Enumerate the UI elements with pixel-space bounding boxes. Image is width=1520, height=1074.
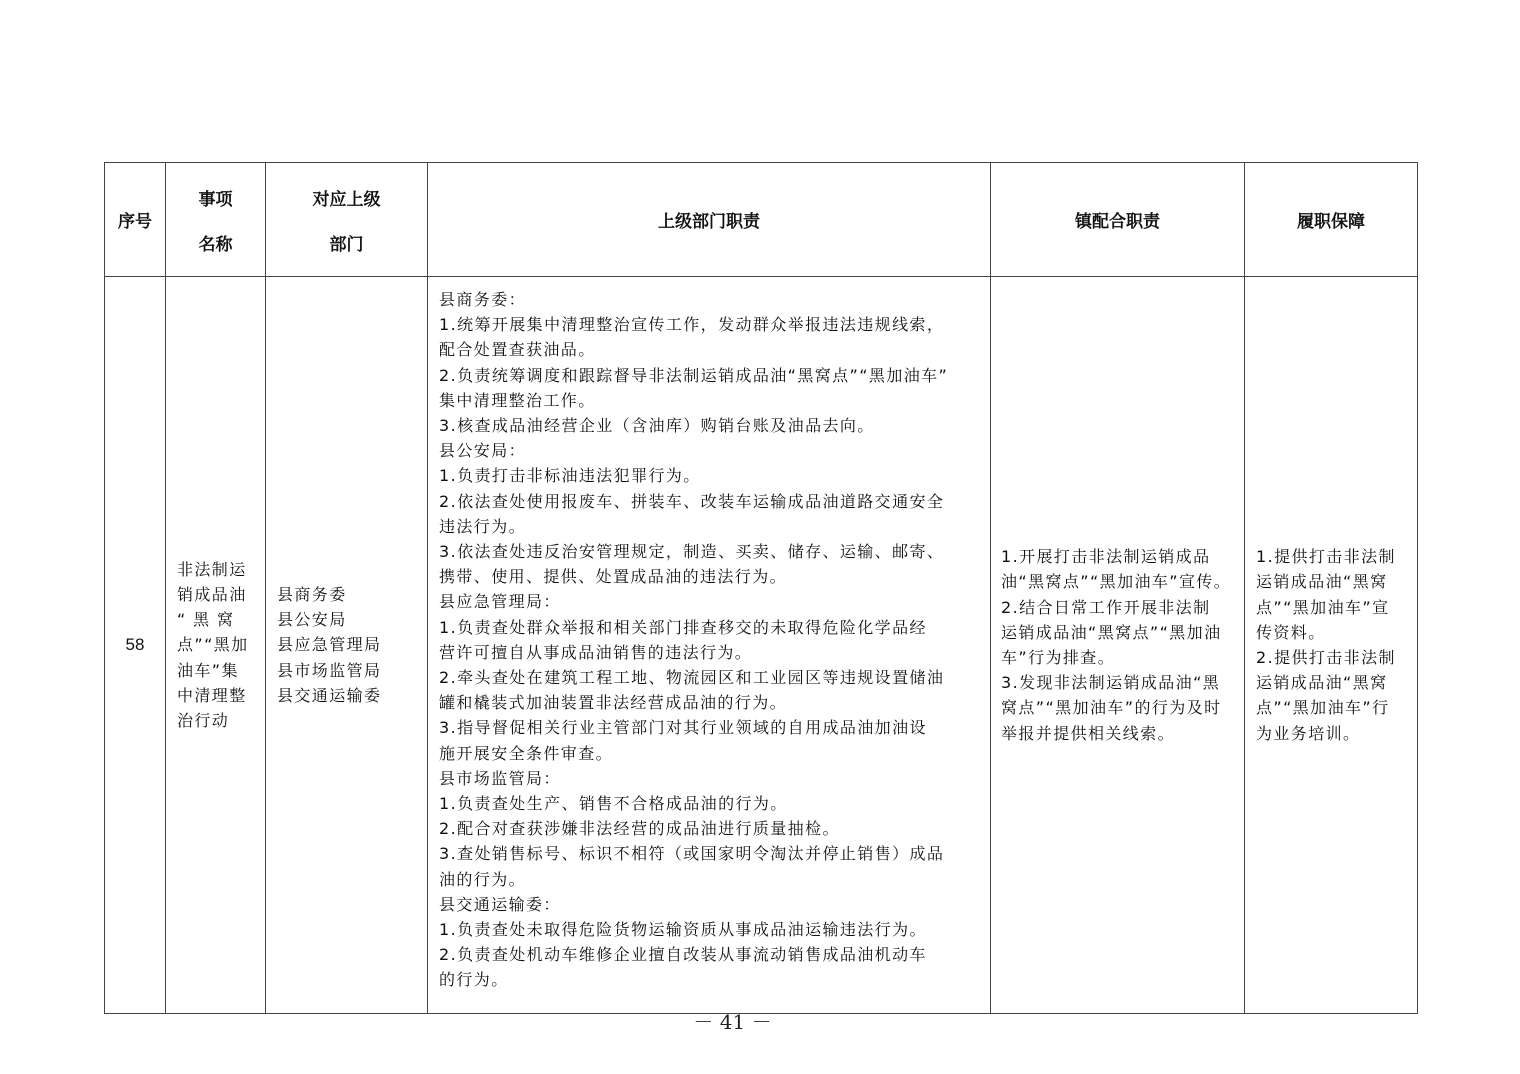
town-duty-line: 3.发现非法制运销成品油“黑 [1001, 673, 1221, 693]
item-name-lines [177, 557, 255, 733]
guarantee-line: 1.提供打击非法制 [1256, 547, 1396, 567]
table-row [105, 277, 1418, 1014]
header-row [105, 163, 1418, 277]
upper-duty-line: 县应急管理局： [439, 592, 561, 612]
town-duty-line: 窝点”“黑加油车”的行为及时 [1001, 698, 1222, 718]
row-town-duties [991, 277, 1245, 1014]
guarantee-line: 传资料。 [1256, 622, 1326, 642]
town-duty-line: 1.开展打击非法制运销成品 [1001, 547, 1211, 567]
row-upper-duties [428, 277, 991, 1014]
header-guarantee: 履职保障 [1245, 163, 1418, 277]
duty-table [104, 162, 1418, 1014]
upper-duty-line: 违法行为。 [439, 516, 527, 536]
guarantee-line: 运销成品油“黑窝 [1256, 673, 1388, 693]
upper-duty-line: 1.负责打击非标油违法犯罪行为。 [439, 466, 701, 486]
upper-duty-line: 罐和橇装式加油装置非法经营成品油的行为。 [439, 693, 788, 713]
upper-duty-line: 配合处置查获油品。 [439, 340, 596, 360]
upper-duty-line: 3.核查成品油经营企业（含油库）购销台账及油品去向。 [439, 416, 875, 436]
department-list [277, 582, 419, 708]
upper-duty-line: 集中清理整治工作。 [439, 390, 596, 410]
header-dept-line1: 对应上级 [312, 189, 381, 209]
item-name-line: 点”“黑加 [177, 635, 249, 655]
town-duty-line: 运销成品油“黑窝点”“黑加油 [1001, 622, 1222, 642]
upper-duty-line: 3.查处销售标号、标识不相符（或国家明令淘汰并停止销售）成品 [439, 844, 945, 864]
guarantee-line: 为业务培训。 [1256, 723, 1361, 743]
guarantee-text [1256, 544, 1411, 746]
guarantee-line: 点”“黑加油车”行 [1256, 698, 1390, 718]
row-departments [266, 277, 428, 1014]
upper-duty-line: 1.负责查处群众举报和相关部门排查移交的未取得危险化学品经 [439, 617, 927, 637]
upper-duty-line: 的行为。 [439, 970, 509, 990]
guarantee-line: 运销成品油“黑窝 [1256, 572, 1388, 592]
row-item-name [166, 277, 266, 1014]
upper-duty-line: 1.负责查处生产、销售不合格成品油的行为。 [439, 794, 788, 814]
department-item: 县商务委 [277, 584, 347, 604]
row-seq: 58 [105, 277, 166, 1014]
upper-duty-line: 2.负责查处机动车维修企业擅自改装从事流动销售成品油机动车 [439, 945, 927, 965]
upper-duty-line: 县市场监管局： [439, 768, 561, 788]
town-duties-text [1001, 544, 1238, 746]
town-duty-line: 车”行为排查。 [1001, 648, 1116, 667]
upper-duty-line: 携带、使用、提供、处置成品油的违法行为。 [439, 567, 788, 587]
department-item: 县交通运输委 [277, 685, 382, 705]
upper-duty-line: 2.依法查处使用报废车、拼装车、改装车运输成品油道路交通安全 [439, 491, 945, 511]
town-duty-line: 举报并提供相关线索。 [1001, 723, 1176, 743]
upper-duty-line: 县交通运输委： [439, 894, 561, 914]
item-name-line: 销成品油 [177, 584, 247, 604]
upper-duty-line: 2.牵头查处在建筑工程工地、物流园区和工业园区等违规设置储油 [439, 668, 945, 688]
town-duty-line: 2.结合日常工作开展非法制 [1001, 597, 1211, 617]
upper-duty-line: 3.指导督促相关行业主管部门对其行业领域的自用成品油加油设 [439, 718, 927, 738]
upper-duty-line: 县商务委： [439, 290, 527, 309]
upper-duty-line: 县公安局： [439, 441, 527, 461]
guarantee-line: 点”“黑加油车”宣 [1256, 597, 1390, 617]
header-item-name [166, 163, 266, 277]
header-dept-line2: 部门 [329, 234, 364, 254]
header-item-line1: 事项 [198, 189, 233, 209]
department-item: 县公安局 [277, 610, 347, 630]
upper-duty-line: 营许可擅自从事成品油销售的违法行为。 [439, 642, 753, 662]
upper-duty-line: 2.配合对查获涉嫌非法经营的成品油进行质量抽检。 [439, 819, 840, 839]
item-name-line: 非法制运 [177, 559, 247, 579]
header-item-line2: 名称 [198, 234, 233, 254]
upper-duty-line: 1.统筹开展集中清理整治宣传工作，发动群众举报违法违规线索， [439, 315, 945, 335]
item-name-line: 中清理整 [177, 685, 247, 705]
upper-duty-line: 油的行为。 [439, 869, 527, 889]
row-guarantee [1245, 277, 1418, 1014]
item-name-line: 油车”集 [177, 660, 239, 680]
upper-duty-line: 施开展安全条件审查。 [439, 743, 614, 763]
item-name-line: “ 黑 窝 [177, 610, 235, 630]
department-item: 县市场监管局 [277, 660, 382, 680]
header-upper-duties: 上级部门职责 [428, 163, 991, 277]
page-number: － 41 － [693, 1010, 772, 1034]
town-duty-line: 油“黑窝点”“黑加油车”宣传。 [1001, 572, 1232, 592]
upper-duties-text [439, 287, 982, 993]
header-department [266, 163, 428, 277]
guarantee-line: 2.提供打击非法制 [1256, 648, 1396, 667]
upper-duty-line: 3.依法查处违反治安管理规定，制造、买卖、储存、运输、邮寄、 [439, 542, 945, 562]
header-seq: 序号 [105, 163, 166, 277]
item-name-line: 治行动 [177, 711, 230, 730]
upper-duty-line: 2.负责统筹调度和跟踪督导非法制运销成品油“黑窝点”“黑加油车” [439, 365, 949, 385]
department-item: 县应急管理局 [277, 635, 382, 655]
upper-duty-line: 1.负责查处未取得危险货物运输资质从事成品油运输违法行为。 [439, 920, 927, 940]
header-town-duties: 镇配合职责 [991, 163, 1245, 277]
